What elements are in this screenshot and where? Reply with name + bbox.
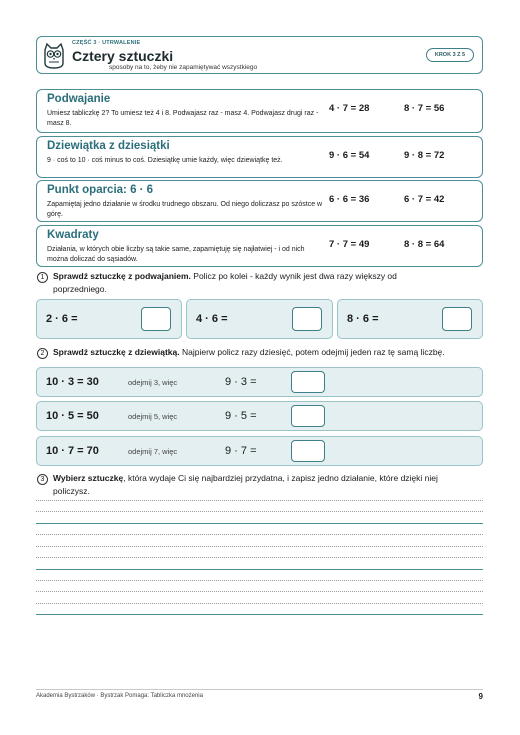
row-equation: 10 · 7 = 70 <box>46 445 99 457</box>
writing-line[interactable] <box>36 569 483 570</box>
writing-line[interactable] <box>36 591 483 592</box>
exercise-text: 2 · 6 = <box>46 313 78 325</box>
writing-line[interactable] <box>36 546 483 547</box>
task-2-instruction <box>37 346 445 359</box>
footer-text: Akademia Bystrzaków · Bystrzak Pomaga: Tabliczka mnożenia <box>36 693 203 699</box>
exercise-text: 4 · 6 = <box>196 313 228 325</box>
task-bold-text: Wybierz sztuczkę <box>53 473 124 483</box>
section-kicker: CZĘŚĆ 3 · UTRWALENIE <box>72 40 141 46</box>
task-number: 1 <box>37 272 48 283</box>
task-3-instruction <box>37 472 438 497</box>
trick-title: Podwajanie <box>47 93 111 105</box>
exercise-row <box>36 401 483 431</box>
trick-example-2: 9 · 8 = 72 <box>404 150 445 161</box>
trick-title: Punkt oparcia: 6 · 6 <box>47 184 154 196</box>
writing-line[interactable] <box>36 511 483 512</box>
step-badge: KROK 3 Z 5 <box>426 48 474 62</box>
answer-field[interactable] <box>292 307 322 331</box>
trick-description: Zapamiętaj jedno działanie w środku trudnego obszaru. Od niego doliczasz po szóstce w górę. <box>47 201 323 218</box>
trick-example-1: 6 · 6 = 36 <box>329 194 370 205</box>
trick-description: 9 · coś to 10 · coś minus to coś. Dziesiątkę umie każdy, więc dziewiątkę też. <box>47 157 283 164</box>
trick-example-1: 9 · 6 = 54 <box>329 150 370 161</box>
task-number: 3 <box>37 474 48 485</box>
row-hint: odejmij 3, więc <box>128 378 178 387</box>
row-question: 9 · 3 = <box>225 376 257 388</box>
writing-line[interactable] <box>36 500 483 501</box>
writing-line[interactable] <box>36 557 483 558</box>
owl-logo-icon <box>42 41 66 70</box>
row-hint: odejmij 5, więc <box>128 412 178 421</box>
trick-example-2: 8 · 7 = 56 <box>404 103 445 114</box>
exercise-row <box>36 367 483 397</box>
task-1-instruction <box>37 270 397 295</box>
task-text: Policz po kolei - każdy wynik jest dwa razy większy od <box>190 271 397 281</box>
trick-example-2: 6 · 7 = 42 <box>404 194 445 205</box>
writing-line[interactable] <box>36 580 483 581</box>
exercise-box <box>186 299 333 339</box>
task-text: Najpierw policz razy dziesięć, potem odejmij jeden raz tę samą liczbę. <box>179 347 445 357</box>
answer-field[interactable] <box>442 307 472 331</box>
page-subtitle: sposoby na to, żeby nie zapamiętywać wszystkiego <box>109 64 258 71</box>
trick-example-1: 4 · 7 = 28 <box>329 103 370 114</box>
exercise-box <box>337 299 483 339</box>
answer-field[interactable] <box>141 307 171 331</box>
answer-field[interactable] <box>291 405 325 427</box>
writing-line[interactable] <box>36 603 483 604</box>
trick-description: Działania, w których obie liczby są takie same, zapamiętuję się najłatwiej - i od nich można doliczać do sąsiadów. <box>47 246 305 263</box>
trick-example-2: 8 · 8 = 64 <box>404 239 445 250</box>
row-question: 9 · 5 = <box>225 410 257 422</box>
trick-box-anchor <box>36 180 483 222</box>
task-bold-text: Sprawdź sztuczkę z dziewiątką. <box>53 347 180 357</box>
footer-divider <box>36 689 483 690</box>
row-question: 9 · 7 = <box>225 445 257 457</box>
trick-box-nines <box>36 136 483 178</box>
row-equation: 10 · 3 = 30 <box>46 376 99 388</box>
writing-line[interactable] <box>36 523 483 524</box>
exercise-row <box>36 436 483 466</box>
page-number: 9 <box>478 692 483 701</box>
trick-description: Umiesz tabliczkę 2? To umiesz też 4 i 8. Podwajasz raz - masz 4. Podwajasz drugi raz - masz 8. <box>47 110 319 127</box>
trick-title: Dziewiątka z dziesiątki <box>47 140 170 152</box>
answer-field[interactable] <box>291 440 325 462</box>
trick-title: Kwadraty <box>47 229 99 241</box>
task-text: , która wydaje Ci się najbardziej przydatna, i zapisz jedno działanie, które dzięki niej <box>123 473 438 483</box>
writing-line[interactable] <box>36 614 483 615</box>
exercise-text: 8 · 6 = <box>347 313 379 325</box>
section-header <box>36 36 483 74</box>
task-text-continued: policzysz. <box>53 486 90 496</box>
row-hint: odejmij 7, więc <box>128 447 178 456</box>
task-bold-text: Sprawdź sztuczkę z podwajaniem. <box>53 271 191 281</box>
trick-box-doubling <box>36 89 483 133</box>
task-text-continued: poprzedniego. <box>53 284 107 294</box>
writing-line[interactable] <box>36 534 483 535</box>
task-number: 2 <box>37 348 48 359</box>
row-equation: 10 · 5 = 50 <box>46 410 99 422</box>
trick-example-1: 7 · 7 = 49 <box>329 239 370 250</box>
page-title: Cztery sztuczki <box>72 48 174 64</box>
answer-field[interactable] <box>291 371 325 393</box>
exercise-box <box>36 299 182 339</box>
trick-box-squares <box>36 225 483 267</box>
